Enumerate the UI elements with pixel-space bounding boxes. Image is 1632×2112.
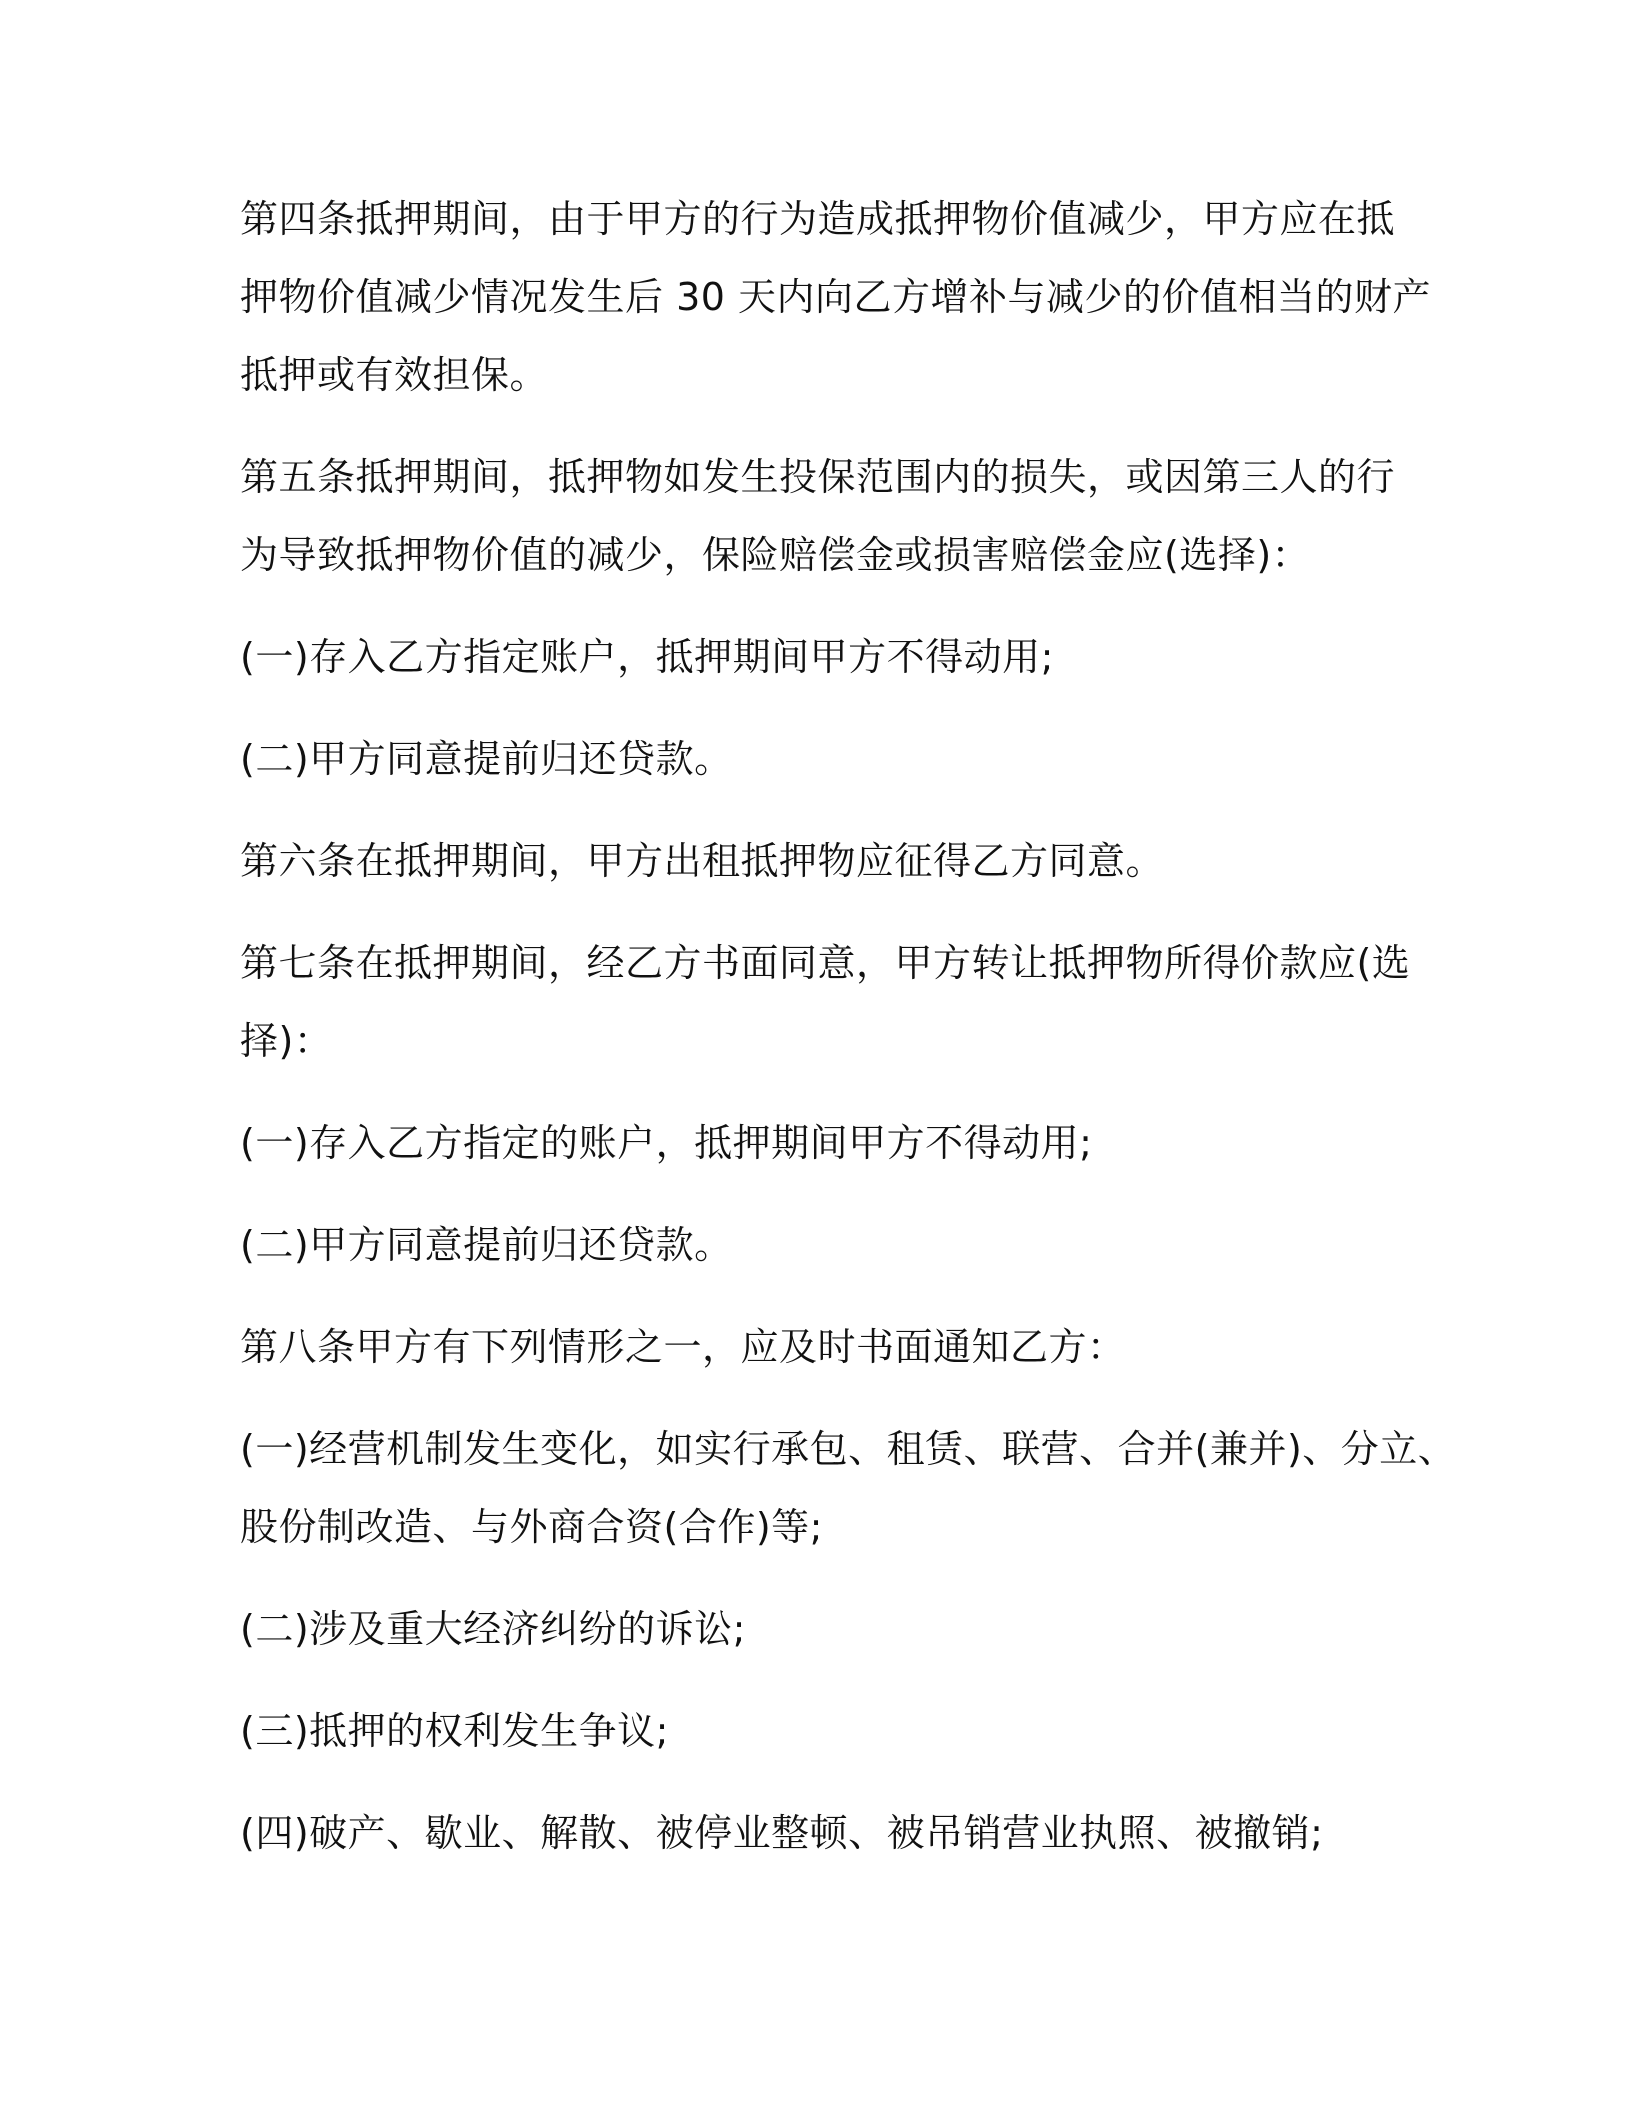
text-line: (一)经营机制发生变化，如实行承包、租赁、联营、合并(兼并)、分立、 [240, 1427, 1457, 1471]
text-line: 抵押或有效担保。 [240, 353, 549, 397]
text-line: 第八条甲方有下列情形之一，应及时书面通知乙方： [240, 1325, 1126, 1369]
text-line: (一)存入乙方指定的账户，抵押期间甲方不得动用; [240, 1121, 1093, 1165]
article-8-paragraph [240, 1308, 1400, 1386]
text-line: 为导致抵押物价值的减少，保险赔偿金或损害赔偿金应(选择)： [240, 533, 1311, 577]
article-5-item-2 [240, 720, 1400, 798]
text-line: (三)抵押的权利发生争议; [240, 1709, 669, 1753]
article-7-paragraph [240, 924, 1411, 1080]
document-body [240, 180, 1457, 1896]
article-8-item-2 [240, 1590, 1400, 1668]
text-line: (二)涉及重大经济纠纷的诉讼; [240, 1607, 746, 1651]
article-8-item-3 [240, 1692, 1400, 1770]
text-line: 押物价值减少情况发生后 30 天内向乙方增补与减少的价值相当的财产 [240, 275, 1432, 319]
text-line: (二)甲方同意提前归还贷款。 [240, 737, 733, 781]
text-line: 择)： [240, 1019, 333, 1063]
article-4-paragraph [240, 180, 1432, 414]
article-8-item-1 [240, 1410, 1457, 1566]
article-5-item-1 [240, 618, 1400, 696]
text-line: 第四条抵押期间，由于甲方的行为造成抵押物价值减少，甲方应在抵 [240, 197, 1396, 241]
text-line: 股份制改造、与外商合资(合作)等; [240, 1505, 823, 1549]
text-line: 第七条在抵押期间，经乙方书面同意，甲方转让抵押物所得价款应(选 [240, 941, 1411, 985]
article-6-paragraph [240, 822, 1400, 900]
article-8-item-4 [240, 1794, 1400, 1872]
article-7-item-2 [240, 1206, 1400, 1284]
text-line: 第六条在抵押期间，甲方出租抵押物应征得乙方同意。 [240, 839, 1165, 883]
text-line: 第五条抵押期间，抵押物如发生投保范围内的损失，或因第三人的行 [240, 455, 1396, 499]
text-line: (一)存入乙方指定账户，抵押期间甲方不得动用; [240, 635, 1054, 679]
article-5-paragraph [240, 438, 1400, 594]
article-7-item-1 [240, 1104, 1400, 1182]
text-line: (四)破产、歇业、解散、被停业整顿、被吊销营业执照、被撤销; [240, 1811, 1324, 1855]
text-line: (二)甲方同意提前归还贷款。 [240, 1223, 733, 1267]
